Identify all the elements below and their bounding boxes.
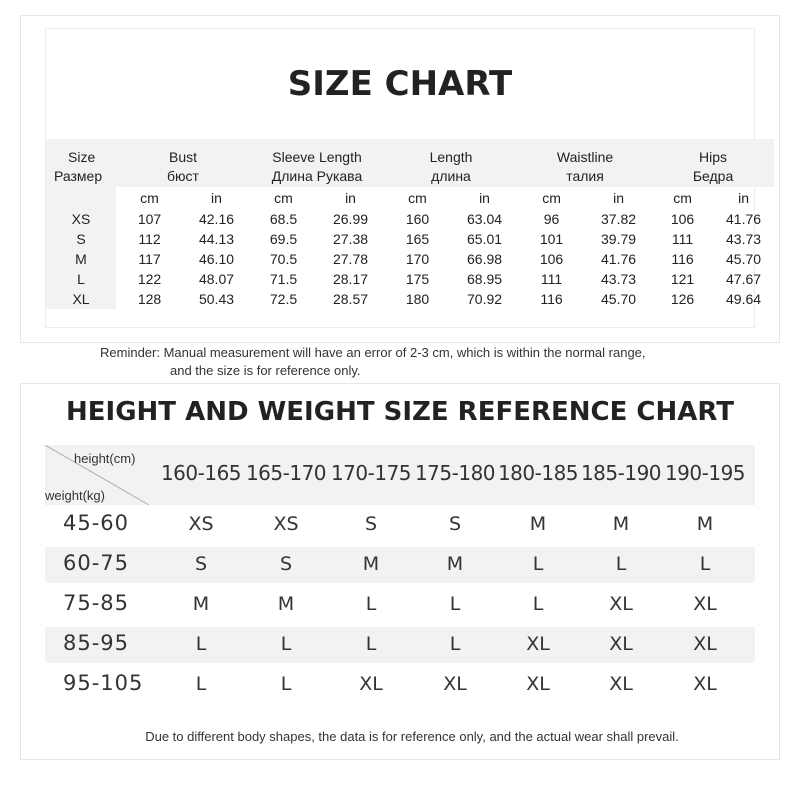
- size-cell: 116: [540, 291, 563, 307]
- hw-row: [45, 507, 755, 543]
- size-cell: 43.73: [601, 271, 637, 287]
- hw-size-cell: L: [365, 633, 377, 655]
- size-cell: 122: [137, 271, 162, 287]
- size-cell: 45.70: [601, 291, 637, 307]
- size-cell: 71.5: [269, 271, 298, 287]
- size-cell: 72.5: [269, 291, 298, 307]
- size-cell: 128: [137, 291, 162, 307]
- hw-size-cell: S: [448, 513, 462, 535]
- size-chart-table: [46, 139, 774, 309]
- height-range-header: 165-170: [245, 461, 327, 485]
- hw-size-cell: XL: [693, 673, 717, 695]
- height-axis-label: height(cm): [74, 451, 136, 466]
- hw-row: [45, 547, 755, 583]
- size-cell: 63.04: [467, 211, 503, 227]
- hw-size-cell: XS: [273, 513, 299, 535]
- size-cell: 106: [539, 251, 564, 267]
- hw-size-cell: S: [279, 553, 293, 575]
- footnote: Due to different body shapes, the data is for reference only, and the actual wear shall prevail.: [145, 729, 679, 744]
- height-range-header: 170-175: [330, 461, 412, 485]
- hw-chart-title: HEIGHT AND WEIGHT SIZE REFERENCE CHART: [66, 397, 734, 427]
- hips-header: Hips: [652, 139, 774, 165]
- unit-cm: cm: [542, 190, 561, 206]
- size-cell: 69.5: [269, 231, 298, 247]
- hw-size-cell: XL: [443, 673, 467, 695]
- unit-in: in: [613, 190, 624, 206]
- size-cell: 107: [137, 211, 162, 227]
- unit-cm: cm: [673, 190, 692, 206]
- size-cell: 43.73: [726, 231, 762, 247]
- size-cell: 165: [405, 231, 430, 247]
- size-cell: 66.98: [467, 251, 503, 267]
- hw-size-cell: XL: [693, 633, 717, 655]
- hips-header-ru: Бедра: [652, 165, 774, 187]
- size-cell: 27.38: [332, 231, 369, 247]
- weight-range-label: 95-105: [63, 671, 144, 695]
- waistline-header: Waistline: [518, 139, 652, 165]
- hw-size-cell: L: [615, 553, 627, 575]
- size-cell: 39.79: [601, 231, 637, 247]
- unit-spacer: [46, 187, 116, 209]
- unit-row: [46, 187, 774, 209]
- size-cell: 28.57: [332, 291, 369, 307]
- weight-range-label: 85-95: [63, 631, 130, 655]
- unit-in: in: [479, 190, 490, 206]
- sleeve-length-header: Sleeve Length: [250, 139, 384, 165]
- size-label: XS: [46, 209, 116, 229]
- size-row: [46, 249, 774, 269]
- weight-range-label: 60-75: [63, 551, 130, 575]
- unit-cm: cm: [140, 190, 159, 206]
- size-cell: 45.70: [726, 251, 762, 267]
- weight-range-label: 75-85: [63, 591, 130, 615]
- size-header-ru: Размер: [46, 165, 116, 187]
- size-row: [46, 209, 774, 229]
- size-header: Size: [46, 139, 116, 165]
- size-cell: 68.95: [467, 271, 503, 287]
- sleeve-length-header-ru: Длина Рукава: [250, 165, 384, 187]
- hw-size-cell: XL: [526, 633, 550, 655]
- size-row: [46, 269, 774, 289]
- hw-size-cell: L: [449, 633, 461, 655]
- bust-header: Bust: [116, 139, 250, 165]
- size-label: XL: [46, 289, 116, 309]
- hw-size-cell: XL: [359, 673, 383, 695]
- hw-size-cell: M: [529, 513, 547, 535]
- size-chart-title: SIZE CHART: [287, 64, 513, 104]
- hw-size-cell: XL: [609, 633, 633, 655]
- size-cell: 160: [405, 211, 430, 227]
- weight-axis-label: weight(kg): [45, 488, 105, 503]
- unit-cm: cm: [408, 190, 427, 206]
- size-cell: 41.76: [601, 251, 637, 267]
- size-cell: 121: [670, 271, 695, 287]
- hw-size-cell: M: [362, 553, 380, 575]
- hw-size-cell: L: [280, 633, 292, 655]
- hw-size-cell: L: [532, 593, 544, 615]
- size-cell: 70.5: [269, 251, 298, 267]
- size-cell: 49.64: [726, 291, 762, 307]
- hw-size-cell: L: [365, 593, 377, 615]
- hw-size-cell: L: [532, 553, 544, 575]
- size-cell: 48.07: [198, 271, 235, 287]
- size-cell: 180: [405, 291, 430, 307]
- reminder-line-1: Reminder: Manual measurement will have an error of 2-3 cm, which is within the normal range,: [100, 345, 646, 360]
- unit-cm: cm: [274, 190, 293, 206]
- size-row: [46, 289, 774, 309]
- hw-size-cell: L: [280, 673, 292, 695]
- size-cell: 111: [540, 271, 563, 287]
- size-header-en-row: [46, 139, 774, 165]
- size-cell: 47.67: [726, 271, 762, 287]
- size-cell: 96: [543, 211, 560, 227]
- size-label: M: [46, 249, 116, 269]
- size-cell: 111: [671, 231, 694, 247]
- hw-row: [45, 627, 755, 663]
- size-cell: 70.92: [467, 291, 503, 307]
- length-header: Length: [384, 139, 518, 165]
- size-cell: 68.5: [269, 211, 298, 227]
- unit-in: in: [345, 190, 356, 206]
- size-row: [46, 229, 774, 249]
- size-cell: 26.99: [332, 211, 369, 227]
- waistline-header-ru: талия: [518, 165, 652, 187]
- unit-in: in: [738, 190, 749, 206]
- hw-size-cell: L: [195, 633, 207, 655]
- size-cell: 101: [539, 231, 564, 247]
- size-header-ru-row: [46, 165, 774, 187]
- height-range-header: 175-180: [414, 461, 496, 485]
- size-cell: 106: [670, 211, 695, 227]
- weight-range-label: 45-60: [63, 511, 130, 535]
- size-cell: 27.78: [332, 251, 369, 267]
- size-cell: 126: [670, 291, 695, 307]
- size-cell: 42.16: [198, 211, 235, 227]
- height-range-header: 190-195: [664, 461, 746, 485]
- hw-size-cell: M: [696, 513, 714, 535]
- reminder-line-2: and the size is for reference only.: [170, 363, 361, 378]
- unit-in: in: [211, 190, 222, 206]
- height-range-header: 185-190: [580, 461, 662, 485]
- hw-size-cell: XL: [609, 593, 633, 615]
- hw-size-cell: L: [699, 553, 711, 575]
- reminder-note: [100, 344, 760, 380]
- hw-size-cell: M: [612, 513, 630, 535]
- size-cell: 65.01: [467, 231, 503, 247]
- hw-size-cell: XL: [526, 673, 550, 695]
- hw-size-cell: M: [446, 553, 464, 575]
- length-header-ru: длина: [384, 165, 518, 187]
- hw-size-cell: L: [449, 593, 461, 615]
- size-cell: 46.10: [198, 251, 235, 267]
- hw-size-cell: L: [195, 673, 207, 695]
- hw-size-cell: M: [277, 593, 295, 615]
- size-label: L: [46, 269, 116, 289]
- size-cell: 116: [671, 251, 694, 267]
- size-cell: 170: [405, 251, 430, 267]
- hw-size-cell: S: [364, 513, 378, 535]
- size-cell: 50.43: [198, 291, 235, 307]
- hw-size-cell: S: [194, 553, 208, 575]
- size-cell: 44.13: [198, 231, 235, 247]
- height-range-header: 180-185: [497, 461, 579, 485]
- bust-header-ru: бюст: [116, 165, 250, 187]
- height-range-header: 160-165: [160, 461, 242, 485]
- size-cell: 41.76: [726, 211, 762, 227]
- size-cell: 112: [138, 231, 161, 247]
- hw-size-cell: XL: [693, 593, 717, 615]
- size-cell: 117: [138, 251, 161, 267]
- hw-size-cell: XS: [188, 513, 214, 535]
- hw-row: [45, 667, 755, 703]
- hw-row: [45, 587, 755, 623]
- size-label: S: [46, 229, 116, 249]
- size-cell: 175: [405, 271, 430, 287]
- size-cell: 37.82: [601, 211, 637, 227]
- hw-size-cell: M: [192, 593, 210, 615]
- size-cell: 28.17: [332, 271, 369, 287]
- hw-size-cell: XL: [609, 673, 633, 695]
